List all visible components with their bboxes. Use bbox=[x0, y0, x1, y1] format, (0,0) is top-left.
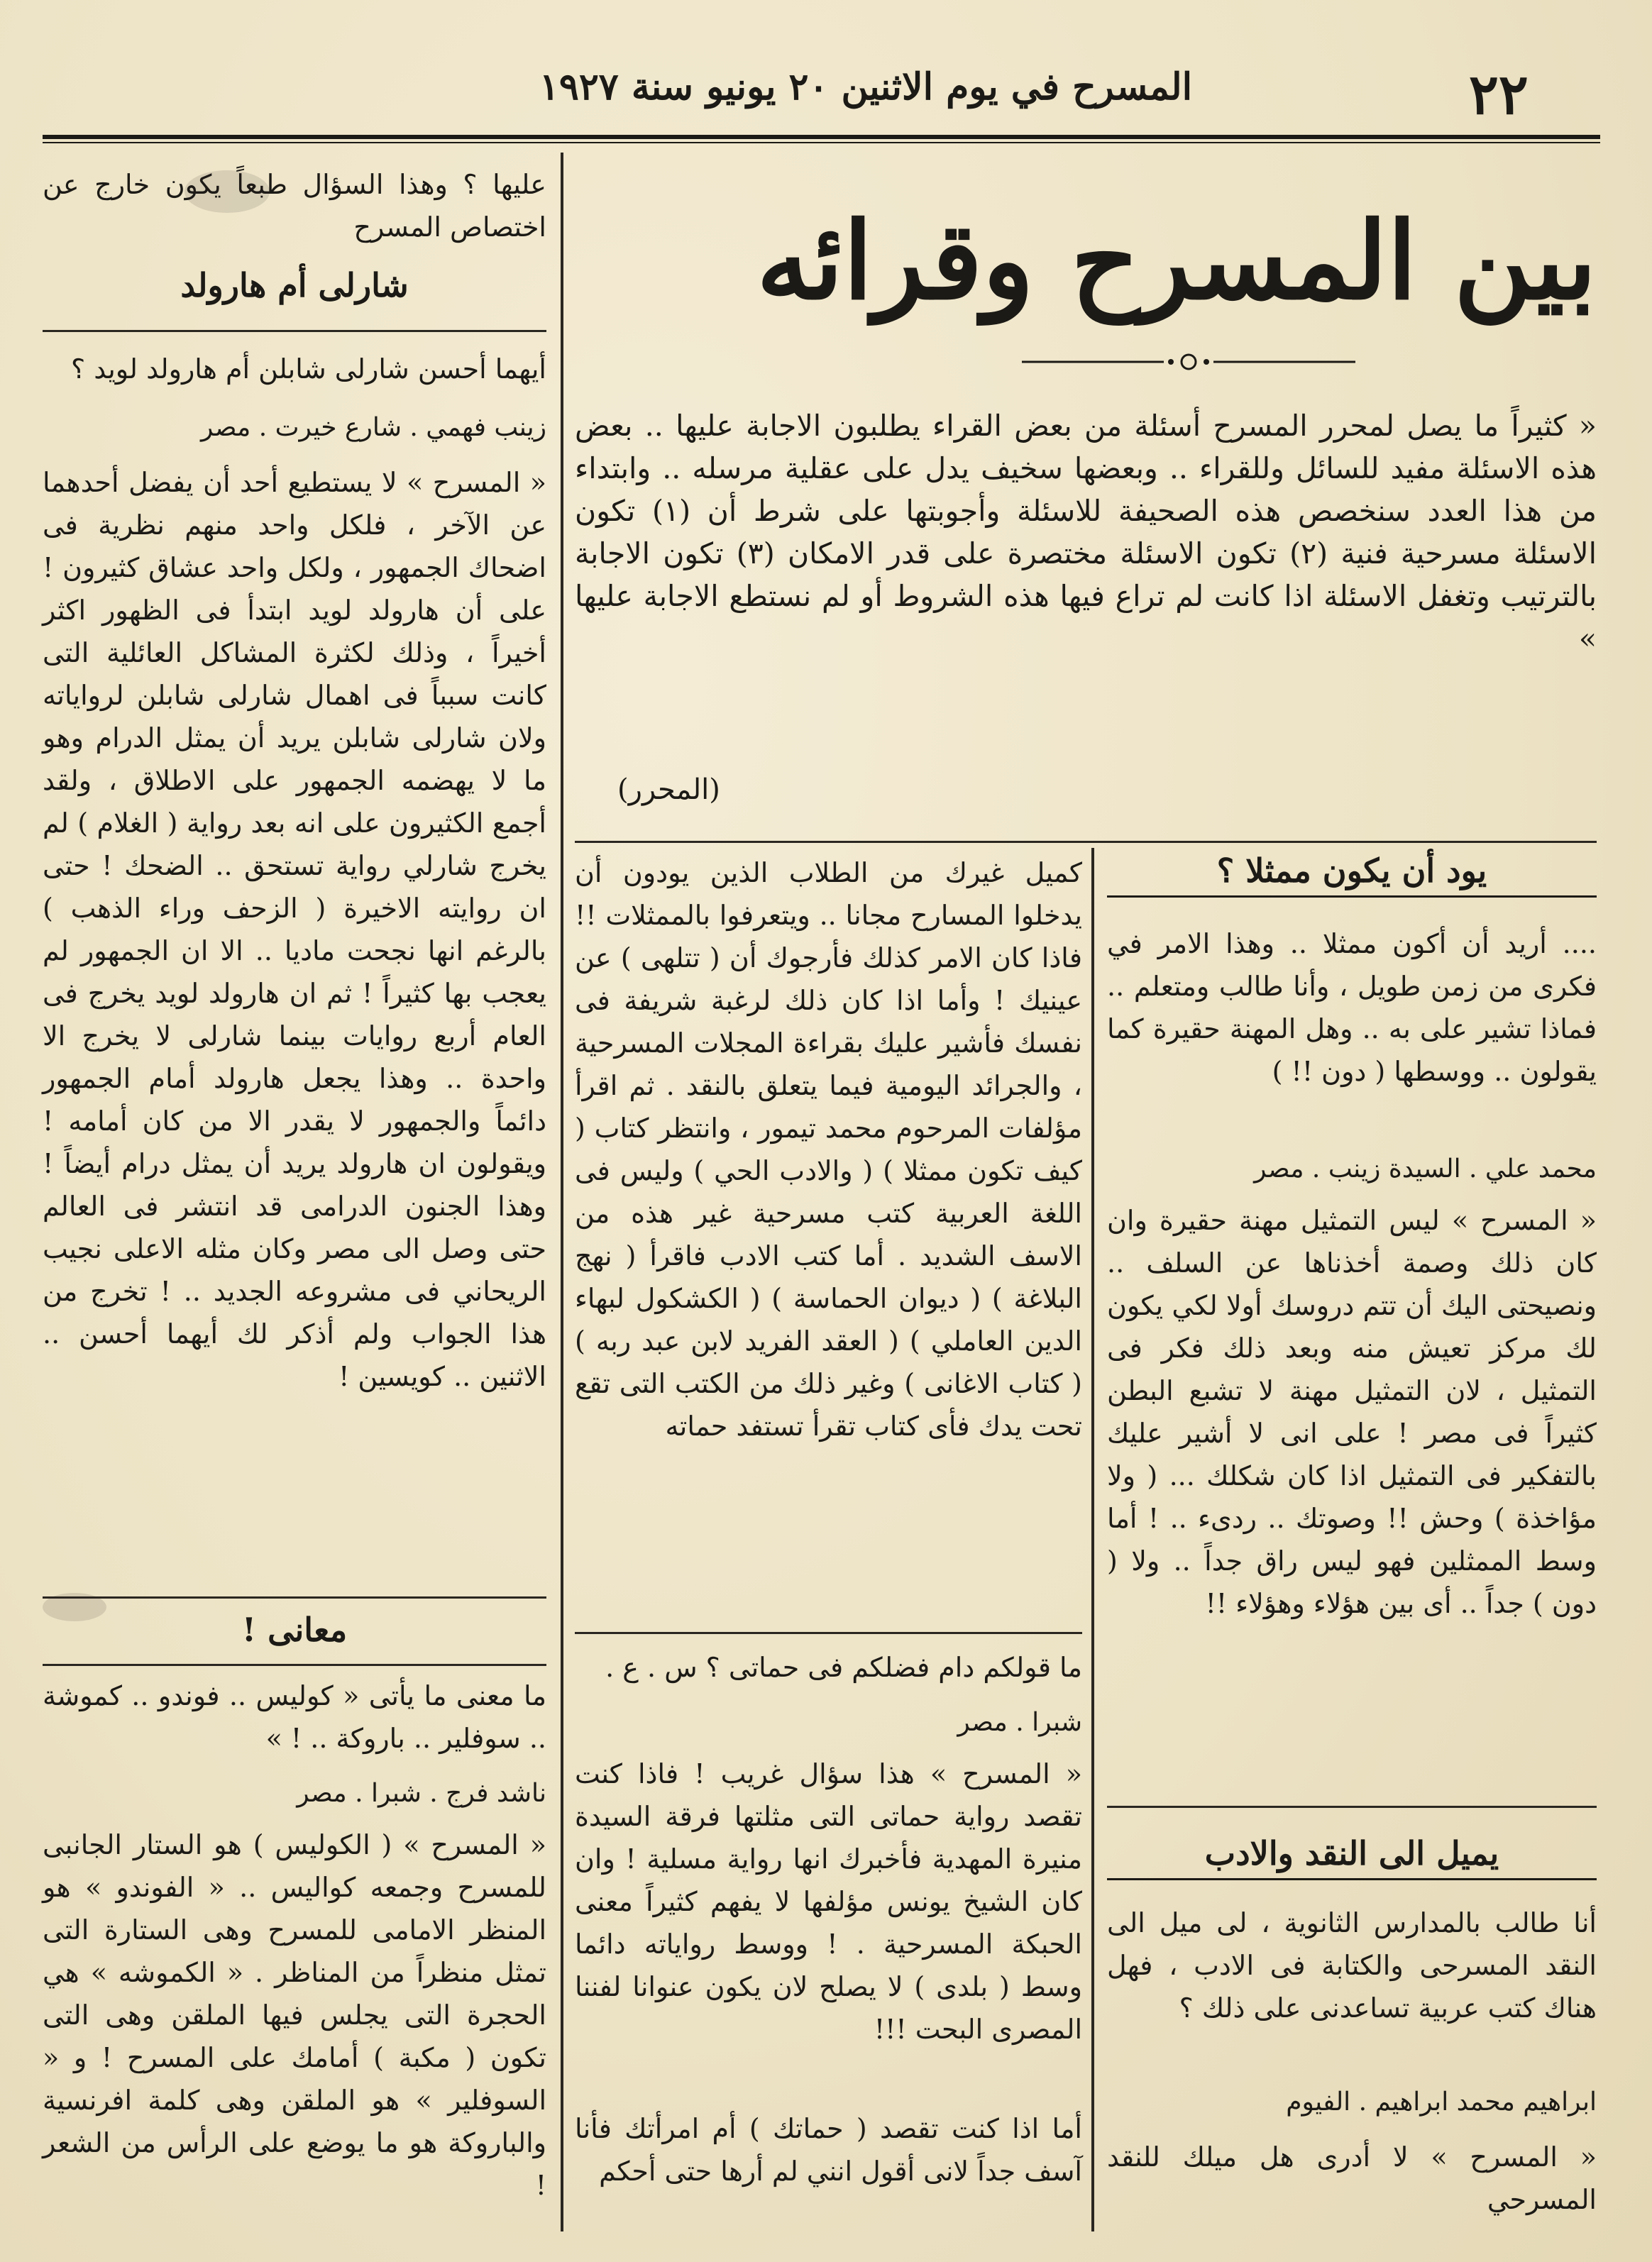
question-signature: زينب فهمي . شارع خيرت . مصر bbox=[200, 413, 546, 442]
section-rule bbox=[43, 1596, 546, 1599]
question-heading: يود أن يكون ممثلا ؟ bbox=[1107, 851, 1597, 898]
question-signature: محمد علي . السيدة زينب . مصر bbox=[1254, 1154, 1597, 1184]
question-body: ما قولكم دام فضلكم فى حماتى ؟ س . ع . bbox=[605, 1652, 1082, 1683]
editor-reply: أما اذا كنت تقصد ( حماتك ) أم امرأتك فأنا آسف جداً لانى أقول انني لم أرها حتى أحكم bbox=[575, 2113, 1082, 2187]
intro-paragraph: « كثيراً ما يصل لمحرر المسرح أسئلة من بعض القراء يطلبون الاجابة عليها .. بعض هذه الاسئلة مفيد للسائل وللقراء .. وبعضها سخيف يدل على عقلية مرسله .. وابتداء من هذا العدد سنخصص هذه الصحيفة للاسئلة وأجوبتها على شرط أن (١) تكون الاسئلة مسرحية فنية (٢) تكون الاسئلة مختصرة على قدر الامكان (٣) تكون الاجابة بالترتيب وتغفل الاسئلة اذا كانت لم تراع فيها هذه الشروط أو لم نستطع الاجابة عليها » bbox=[575, 409, 1597, 656]
section-rule bbox=[43, 1664, 546, 1666]
question-heading: معانى ! bbox=[241, 1611, 348, 1649]
column-divider bbox=[561, 153, 563, 2231]
question-body: أيهما أحسن شارلى شابلن أم هارولد لويد ؟ bbox=[71, 353, 546, 385]
section-rule bbox=[43, 330, 546, 332]
question-signature: ناشد فرج . شبرا . مصر bbox=[297, 1779, 546, 1808]
header-rule bbox=[43, 135, 1600, 139]
ornament-divider bbox=[1022, 348, 1355, 376]
editor-reply: كميل غيرك من الطلاب الذين يودون أن يدخلوا المسارح مجانا .. ويتعرفوا بالممثلات !! فاذا كان الامر كذلك فأرجوك أن ( تتلهى ) عن عينيك ! وأما اذا كان ذلك لرغبة شريفة فى نفسك فأشير عليك بقراءة المجلات المسرحية ، والجرائد اليومية فيما يتعلق بالنقد . ثم اقرأ مؤلفات المرحوم محمد تيمور ، وانتظر كتاب ( كيف تكون ممثلا ) ( والادب الحي ) وليس فى اللغة العربية كتب مسرحية غير هذه من الاسف الشديد . أما كتب الادب فاقرأ ( نهج البلاغة ) ( ديوان الحماسة ) ( الكشكول لبهاء الدين العاملي ) ( العقد الفريد لابن عبد ربه ) ( كتاب الاغانى ) وغير ذلك من الكتب التى تقع تحت يدك فأى كتاب تقرأ تستفد حماته bbox=[575, 857, 1082, 1442]
intro-signature: (المحرر) bbox=[617, 773, 720, 806]
question-body: عليها ؟ وهذا السؤال طبعاً يكون خارج عن اختصاص المسرح bbox=[43, 169, 546, 243]
page-number: ٢٢ bbox=[1469, 62, 1529, 127]
question-signature: شبرا . مصر bbox=[957, 1708, 1082, 1737]
editor-reply: « المسرح » لا يستطيع أحد أن يفضل أحدهما عن الآخر ، فلكل واحد منهم نظرية فى اضحاك الجمهور ، ولكل واحد عشاق كثيرون ! على أن هارولد لويد ابتدأ فى الظهور اكثر أخيراً ، وذلك لكثرة المشاكل العائلية التى كانت سبباً فى اهمال شارلى شابلن لرواياته ولان شارلى شابلن يريد أن يمثل الدرام وهو ما لا يهضمه الجمهور على الاطلاق ، ولقد أجمع الكثيرون على انه بعد رواية ( الغلام ) لم يخرج شارلي رواية تستحق .. الضحك ! حتى ان روايته الاخيرة ( الزحف وراء الذهب ) بالرغم انها نجحت ماديا .. الا ان الجمهور لم يعجب بها كثيراً ! ثم ان هارولد لويد يخرج فى العام أربع روايات بينما شارلى لا يخرج الا واحدة .. وهذا يجعل هارولد أمام الجمهور دائماً والجمهور لا يقدر الا من كان أمامه ! ويقولون ان هارولد يريد أن يمثل درام أيضاً ! وهذا الجنون الدرامى قد انتشر فى العالم حتى وصل الى مصر وكان مثله الاعلى نجيب الريحاني فى مشروعه الجديد .. ! تخرج من هذا الجواب ولم أذكر لك أيهما أحسن .. الاثنين .. كويسين ! bbox=[43, 467, 546, 1392]
editor-reply: « المسرح » ليس التمثيل مهنة حقيرة وان كان ذلك وصمة أخذناها عن السلف .. ونصيحتى اليك أن تتم دروسك أولا لكي يكون لك مركز تعيش منه وبعد ذلك فكر فى التمثيل ، لان التمثيل مهنة لا تشبع البطن كثيراً فى مصر ! على انى لا أشير عليك بالتفكير فى التمثيل اذا كان شكلك ... ( ولا مؤاخذة ) وحش !! وصوتك .. ردىء .. ! أما وسط الممثلين فهو ليس راق جداً .. ولا ( دون ) جداً .. أى بين هؤلاء وهؤلاء !! bbox=[1107, 1205, 1597, 1619]
section-rule bbox=[575, 1632, 1082, 1634]
column-divider bbox=[1091, 848, 1094, 2231]
question-heading: يميل الى النقد والادب bbox=[1107, 1834, 1597, 1880]
header-rule-thin bbox=[43, 142, 1600, 143]
running-header: المسرح في يوم الاثنين ٢٠ يونيو سنة ١٩٢٧ bbox=[539, 65, 1193, 109]
section-rule bbox=[1107, 1806, 1597, 1808]
question-body: .... أريد أن أكون ممثلا .. وهذا الامر في فكرى من زمن طويل ، وأنا طالب ومتعلم .. فماذا تشير على به .. وهل المهنة حقيرة كما يقولون .. ووسطها ( دون !! ) bbox=[1107, 928, 1597, 1087]
editor-reply: « المسرح » هذا سؤال غريب ! فاذا كنت تقصد رواية حماتى التى مثلتها فرقة السيدة منيرة المهدية فأخبرك انها رواية مسلية ! وان كان الشيخ يونس مؤلفها لا يفهم كثيراً معنى الحبكة المسرحية . ! ووسط رواياته دائما وسط ( بلدى ) لا يصلح لان يكون عنوانا لفننا المصرى البحت !!! bbox=[575, 1758, 1082, 2045]
ink-stain bbox=[185, 170, 270, 213]
question-body: أنا طالب بالمدارس الثانوية ، لى ميل الى النقد المسرحى والكتابة فى الادب ، فهل هناك كتب عربية تساعدنى على ذلك ؟ bbox=[1107, 1907, 1597, 2024]
question-signature: ابراهيم محمد ابراهيم . الفيوم bbox=[1286, 2087, 1597, 2117]
question-body: ما معنى ما يأتى « كوليس .. فوندو .. كموشة .. سوفلير .. باروكة .. ! » bbox=[43, 1680, 546, 1754]
editor-reply: « المسرح » ( الكوليس ) هو الستار الجانبى للمسرح وجمعه كواليس .. « الفوندو » هو المنظر الامامى للمسرح وهى الستارة التى تمثل منظراً من المناظر . « الكموشه » هي الحجرة التى يجلس فيها الملقن وهى التى تكون ( مكبة ) أمامك على المسرح ! و « السوفلير » هو الملقن وهى كلمة افرنسية والباروكة هو ما يوضع على الرأس من الشعر ! bbox=[43, 1829, 546, 2201]
editor-reply: « المسرح » لا أدرى هل ميلك للنقد المسرحي bbox=[1107, 2141, 1597, 2215]
section-rule bbox=[575, 841, 1597, 843]
section-title: بين المسرح وقرائه bbox=[756, 199, 1597, 324]
question-heading: شارلى أم هارولد bbox=[180, 266, 409, 304]
ink-stain bbox=[43, 1593, 106, 1621]
